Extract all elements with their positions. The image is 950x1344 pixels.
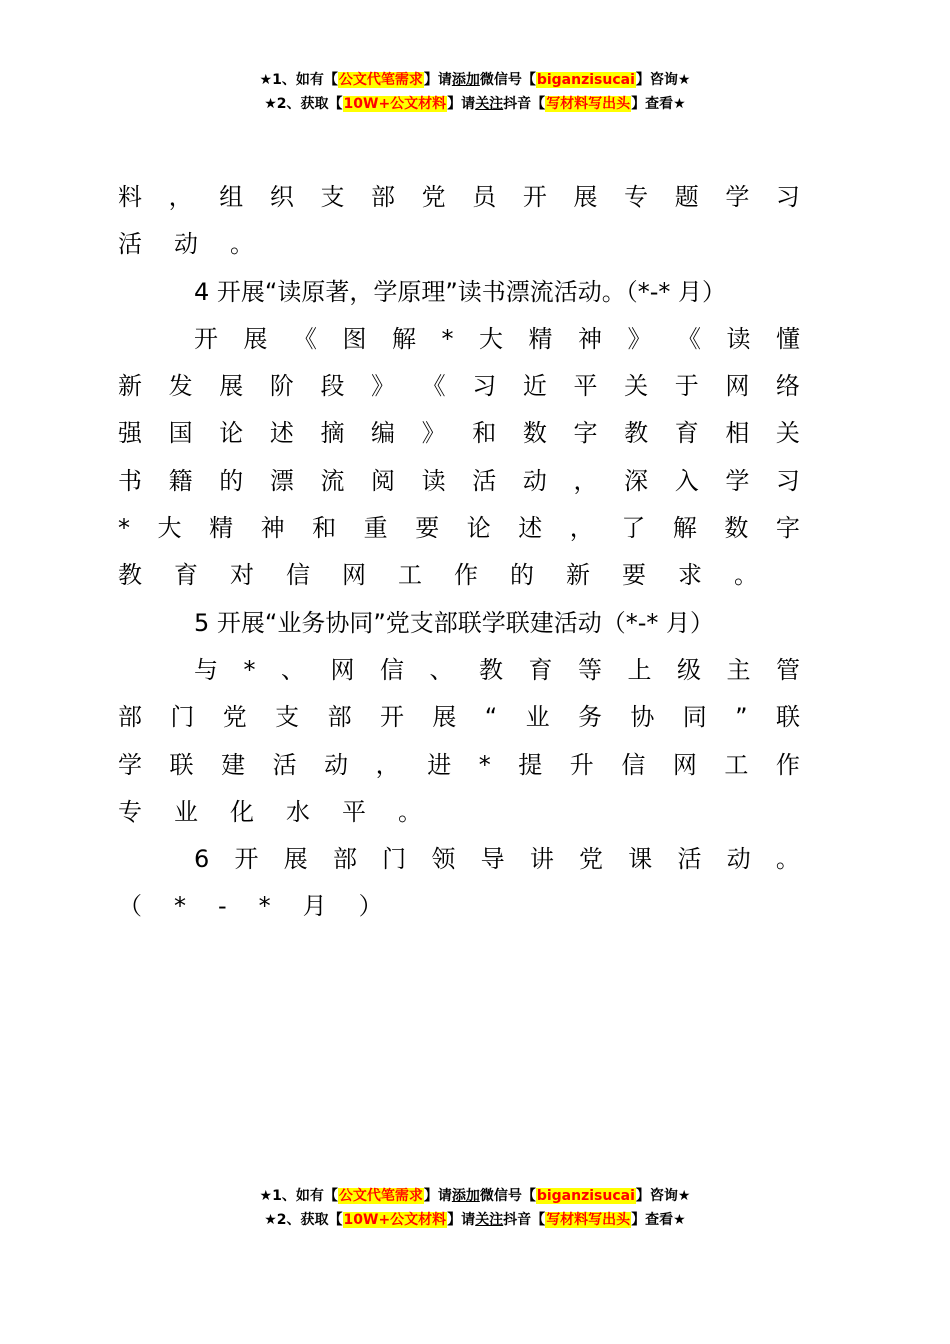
glyph: 、 [429, 655, 454, 684]
banner-text: 微信号【 [479, 72, 536, 88]
glyph: 育 [528, 655, 553, 684]
banner-text: 】请 [423, 72, 452, 88]
glyph: 业 [174, 797, 198, 826]
banner-highlight: 公文代笔需求 [338, 72, 423, 88]
glyph: 组 [219, 183, 244, 211]
glyph: 阶 [269, 372, 294, 401]
glyph: 展 [283, 845, 308, 874]
glyph: 对 [230, 561, 254, 590]
banner-underline: 添加 [451, 1188, 480, 1204]
glyph: 述 [518, 514, 543, 543]
banner-text: 】咨询★ [635, 72, 691, 88]
glyph: 作 [775, 750, 800, 779]
glyph: ” [735, 703, 748, 732]
glyph: 育 [174, 561, 198, 590]
glyph: 流 [320, 466, 345, 495]
banner-text: 】查看★ [631, 96, 686, 112]
glyph: 。 [775, 845, 800, 874]
glyph: 学 [725, 183, 750, 211]
glyph: 平 [573, 372, 598, 401]
banner-text: ★1、如有【 [259, 1188, 338, 1204]
glyph: 大 [157, 514, 182, 543]
glyph: 动 [726, 845, 751, 874]
glyph: 活 [677, 845, 702, 874]
heading-text: 4 开展“读原著，学原理”读书漂流活动。（*-* 月） [194, 277, 727, 306]
glyph: 动 [174, 230, 198, 259]
glyph: 导 [480, 845, 505, 874]
glyph: 深 [624, 466, 649, 495]
glyph: 数 [724, 514, 749, 543]
banner-text: 】请 [447, 1212, 476, 1228]
glyph: 作 [454, 561, 478, 590]
banner-text: 微信号【 [479, 1188, 536, 1204]
glyph: 、 [281, 655, 305, 684]
glyph: 级 [677, 655, 701, 684]
body-line [118, 789, 800, 836]
glyph: 同 [682, 703, 707, 732]
glyph: 开 [522, 183, 547, 211]
glyph: 展 [573, 183, 598, 211]
glyph: 领 [431, 845, 456, 874]
glyph: 论 [219, 419, 244, 448]
section-heading-5 [118, 600, 800, 647]
glyph: 解 [392, 324, 416, 353]
glyph: 》 [627, 324, 652, 353]
glyph: 料 [118, 183, 142, 211]
glyph: 。 [398, 797, 422, 826]
glyph: 开 [379, 703, 404, 732]
glyph: 工 [724, 750, 749, 779]
glyph: 党 [222, 703, 247, 732]
glyph: 和 [472, 419, 497, 448]
glyph: 》 [371, 372, 396, 401]
glyph: 络 [775, 372, 800, 401]
glyph: 活 [118, 230, 142, 259]
glyph: 精 [209, 514, 234, 543]
glyph: 活 [272, 750, 297, 779]
glyph: 等 [578, 655, 602, 684]
glyph: 业 [525, 703, 550, 732]
glyph: 平 [342, 797, 366, 826]
body-line [118, 694, 800, 741]
glyph: ， [168, 183, 193, 211]
glyph: 解 [672, 514, 697, 543]
glyph: 强 [118, 419, 142, 448]
glyph: 读 [421, 466, 446, 495]
glyph: 了 [621, 514, 646, 543]
glyph: 读 [726, 324, 751, 353]
body-line [118, 552, 800, 599]
glyph: 阅 [371, 466, 396, 495]
glyph: 联 [169, 750, 194, 779]
glyph: 信 [380, 655, 404, 684]
glyph: 讲 [529, 845, 554, 874]
glyph: 月 [302, 892, 327, 921]
banner-text: ★1、如有【 [259, 72, 338, 88]
glyph: 要 [415, 514, 440, 543]
glyph: 专 [118, 797, 142, 826]
glyph: 网 [342, 561, 366, 590]
glyph: 。 [734, 561, 758, 590]
glyph: 相 [725, 419, 750, 448]
glyph: 展 [432, 703, 457, 732]
glyph: 《 [421, 372, 446, 401]
body-line [118, 505, 800, 552]
glyph: 入 [674, 466, 699, 495]
glyph: 与 [194, 655, 218, 684]
glyph: 述 [269, 419, 294, 448]
banner-highlight: 10W+公文材料 [343, 96, 447, 112]
section-heading-6 [118, 836, 800, 883]
banner-text: ★2、获取【 [264, 1212, 343, 1228]
glyph: 国 [168, 419, 193, 448]
glyph: 求 [678, 561, 702, 590]
glyph: 书 [118, 466, 142, 495]
glyph: 提 [518, 750, 543, 779]
body-line [118, 647, 800, 694]
glyph: 《 [293, 324, 317, 353]
glyph: 开 [194, 324, 218, 353]
glyph: 于 [674, 372, 699, 401]
glyph: 活 [472, 466, 497, 495]
glyph: 联 [775, 703, 800, 732]
body-line [118, 221, 800, 268]
glyph: 展 [219, 372, 244, 401]
glyph: 漂 [269, 466, 294, 495]
glyph: 重 [363, 514, 388, 543]
glyph: 部 [332, 845, 357, 874]
glyph: 籍 [168, 466, 193, 495]
glyph: 的 [219, 466, 244, 495]
glyph: 动 [324, 750, 349, 779]
glyph: * [258, 892, 271, 921]
glyph: 摘 [320, 419, 345, 448]
glyph: 》 [421, 419, 446, 448]
glyph: 信 [621, 750, 646, 779]
banner-highlight: biganzisucai [536, 72, 635, 88]
glyph: 论 [466, 514, 491, 543]
body-line [118, 316, 800, 363]
glyph: 务 [577, 703, 602, 732]
glyph: （ [118, 892, 142, 921]
banner-text: ★2、获取【 [264, 96, 343, 112]
glyph: 主 [726, 655, 751, 684]
glyph: 字 [775, 514, 800, 543]
glyph: 的 [510, 561, 534, 590]
glyph: 6 [194, 845, 210, 874]
glyph: 升 [569, 750, 594, 779]
glyph: 门 [170, 703, 195, 732]
glyph: 课 [628, 845, 653, 874]
glyph: 员 [472, 183, 497, 211]
glyph: 上 [627, 655, 652, 684]
banner-text: 抖音【 [503, 96, 546, 112]
glyph: 图 [342, 324, 367, 353]
footer-banner [0, 1184, 950, 1232]
glyph: 化 [230, 797, 254, 826]
banner-line-2 [0, 92, 950, 116]
glyph: 新 [566, 561, 590, 590]
glyph: 习 [775, 183, 800, 211]
glyph: 发 [168, 372, 193, 401]
glyph: 数 [522, 419, 547, 448]
glyph: * [478, 750, 491, 779]
glyph: * [441, 324, 454, 353]
glyph: 部 [327, 703, 352, 732]
banner-text: 】请 [423, 1188, 452, 1204]
glyph: 管 [776, 655, 800, 684]
glyph: 支 [275, 703, 300, 732]
glyph: 习 [775, 466, 800, 495]
glyph: 网 [330, 655, 355, 684]
heading-text: 5 开展“业务协同”党支部联学联建活动（*-* 月） [194, 608, 715, 637]
banner-underline: 关注 [475, 96, 504, 112]
banner-highlight: 写材料写出头 [546, 96, 631, 112]
glyph: 精 [528, 324, 553, 353]
glyph: - [218, 892, 227, 921]
glyph: 字 [573, 419, 598, 448]
banner-text: 】咨询★ [635, 1188, 691, 1204]
glyph: ， [375, 750, 400, 779]
glyph: 部 [371, 183, 396, 211]
glyph: 水 [286, 797, 310, 826]
glyph: 信 [286, 561, 310, 590]
glyph: ， [569, 514, 594, 543]
glyph: 题 [674, 183, 699, 211]
glyph: “ [484, 703, 498, 732]
glyph: 网 [725, 372, 750, 401]
glyph: 协 [630, 703, 655, 732]
glyph: 教 [624, 419, 649, 448]
body-line [118, 410, 800, 457]
document-body [118, 174, 800, 931]
banner-line-1 [0, 1184, 950, 1208]
glyph: 部 [118, 703, 142, 732]
glyph: 懂 [776, 324, 800, 353]
glyph: 神 [578, 324, 602, 353]
glyph: 关 [775, 419, 800, 448]
body-line [118, 174, 800, 221]
glyph: 工 [398, 561, 422, 590]
glyph: 建 [221, 750, 246, 779]
glyph: 学 [118, 750, 142, 779]
glyph: 和 [312, 514, 337, 543]
section-heading-4 [118, 269, 800, 316]
body-line [118, 363, 800, 410]
glyph: 《 [677, 324, 701, 353]
glyph: 大 [479, 324, 503, 353]
glyph: 动 [522, 466, 547, 495]
body-line [118, 458, 800, 505]
banner-text: 】查看★ [631, 1212, 686, 1228]
glyph: 神 [260, 514, 285, 543]
glyph: 支 [320, 183, 345, 211]
banner-underline: 关注 [475, 1212, 504, 1228]
glyph: 新 [118, 372, 142, 401]
glyph: 教 [479, 655, 503, 684]
banner-highlight: 10W+公文材料 [343, 1212, 447, 1228]
banner-highlight: 写材料写出头 [546, 1212, 631, 1228]
glyph: 党 [579, 845, 604, 874]
glyph: 织 [269, 183, 294, 211]
glyph: 要 [622, 561, 646, 590]
glyph: 近 [522, 372, 547, 401]
glyph: ， [573, 466, 598, 495]
banner-highlight: 公文代笔需求 [338, 1188, 423, 1204]
banner-underline: 添加 [451, 72, 480, 88]
glyph: 网 [672, 750, 697, 779]
glyph: 习 [472, 372, 497, 401]
banner-text: 】请 [447, 96, 476, 112]
glyph: 关 [624, 372, 649, 401]
glyph: 党 [421, 183, 446, 211]
glyph: 。 [230, 230, 254, 259]
glyph: * [243, 655, 256, 684]
glyph: 编 [371, 419, 396, 448]
glyph: 教 [118, 561, 142, 590]
glyph: 展 [243, 324, 268, 353]
banner-highlight: biganzisucai [536, 1188, 635, 1204]
body-line [118, 742, 800, 789]
glyph: 专 [624, 183, 649, 211]
glyph: 育 [674, 419, 699, 448]
banner-line-1 [0, 68, 950, 92]
glyph: 段 [320, 372, 345, 401]
body-line [118, 883, 800, 930]
glyph: ） [358, 892, 383, 921]
glyph: 进 [427, 750, 452, 779]
glyph: * [118, 514, 130, 543]
header-banner [0, 68, 950, 116]
banner-line-2 [0, 1208, 950, 1232]
banner-text: 抖音【 [503, 1212, 546, 1228]
glyph: 学 [725, 466, 750, 495]
glyph: * [174, 892, 186, 921]
glyph: 门 [382, 845, 407, 874]
glyph: 开 [234, 845, 259, 874]
